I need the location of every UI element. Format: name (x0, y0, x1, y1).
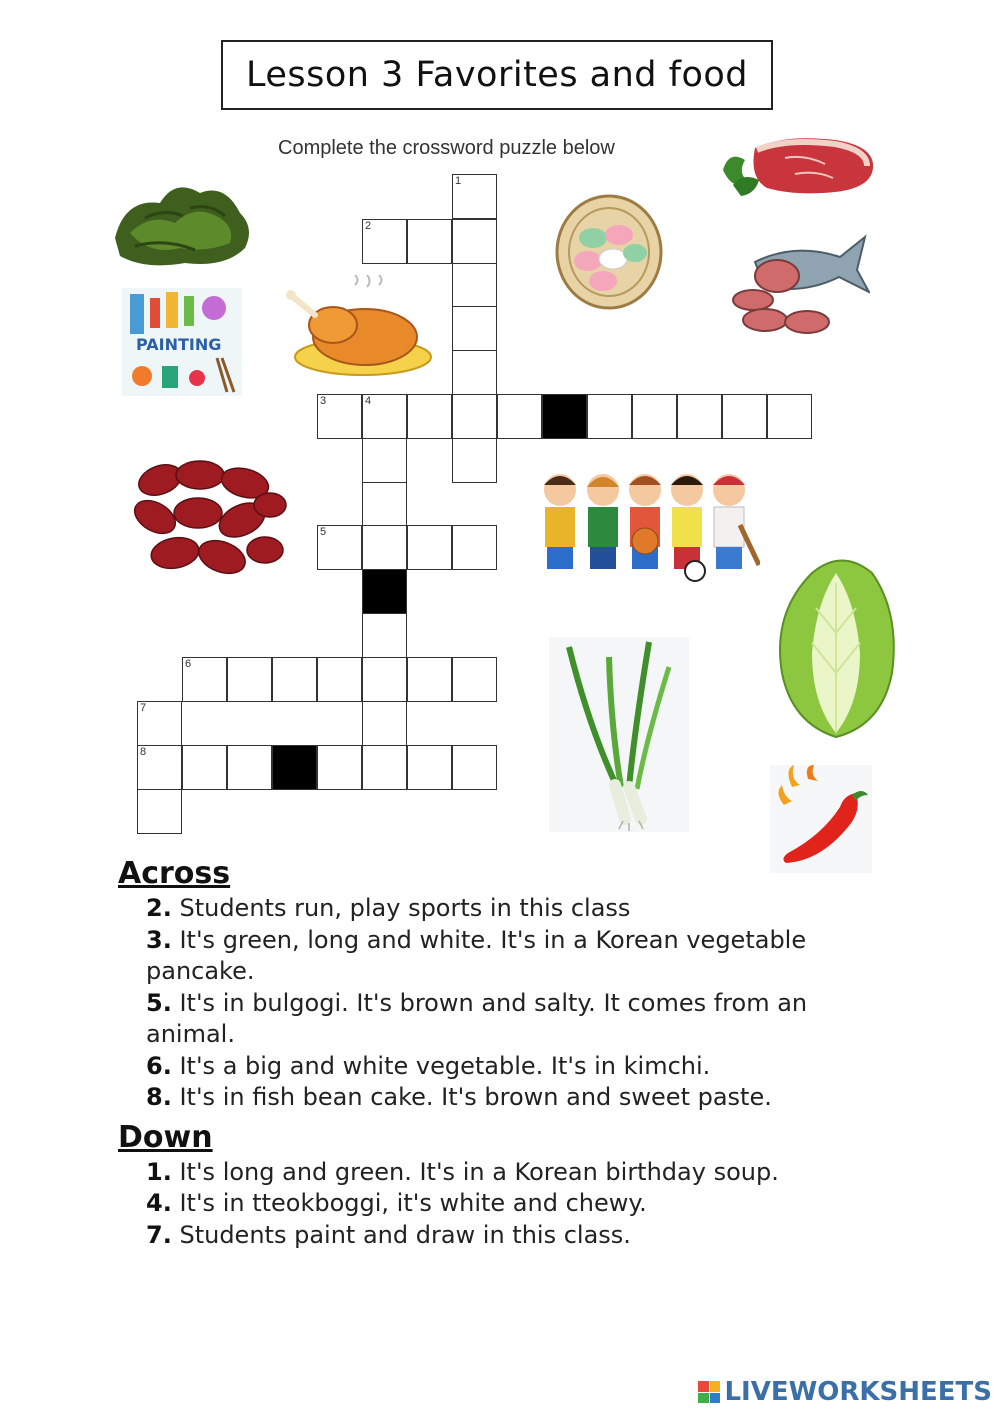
crossword-cell[interactable] (452, 174, 497, 219)
clue-number: 4. (146, 1189, 172, 1217)
crossword-cell[interactable] (677, 394, 722, 439)
clue-number: 6. (146, 1051, 172, 1080)
across-clue (146, 988, 898, 1051)
crossword-cell[interactable] (227, 657, 272, 702)
title-box (221, 40, 773, 110)
crossword-cell[interactable] (407, 219, 452, 264)
across-clue (146, 893, 898, 925)
crossword-cell[interactable] (452, 438, 497, 483)
seaweed-icon (105, 168, 260, 273)
crossword-cell[interactable] (362, 657, 407, 702)
crossword-cell[interactable] (317, 525, 362, 570)
crossword-cell[interactable] (362, 701, 407, 746)
clue-number-label: 1 (455, 175, 462, 187)
crossword-cell[interactable] (632, 394, 677, 439)
across-clue (146, 1082, 898, 1114)
clue-number-label: 6 (185, 658, 192, 670)
crossword-cell[interactable] (272, 657, 317, 702)
across-clue (146, 1051, 898, 1083)
crossword-cell[interactable] (362, 394, 407, 439)
down-clue (146, 1220, 898, 1252)
crossword-blocked-cell (272, 745, 317, 790)
crossword-cell[interactable] (452, 306, 497, 351)
crossword-cell[interactable] (137, 745, 182, 790)
crossword-cell[interactable] (407, 657, 452, 702)
across-clue (146, 925, 898, 988)
roast-chicken-icon (285, 275, 435, 380)
crossword-cell[interactable] (407, 394, 452, 439)
clue-number-label: 2 (365, 220, 372, 232)
clue-text: It's in tteokboggi, it's white and chewy. (179, 1189, 647, 1217)
clue-text: Students paint and draw in this class. (179, 1220, 631, 1249)
down-heading: Down (118, 1119, 213, 1155)
clue-number: 1. (146, 1157, 172, 1186)
crossword-cell[interactable] (407, 745, 452, 790)
crossword-cell[interactable] (362, 438, 407, 483)
instruction-text: Complete the crossword puzzle below (278, 137, 615, 159)
liveworksheets-logo-icon (698, 1381, 720, 1403)
crossword-cell[interactable] (137, 789, 182, 834)
rice-cake-icon (553, 193, 665, 311)
cabbage-icon (772, 553, 900, 741)
crossword-cell[interactable] (182, 745, 227, 790)
crossword-cell[interactable] (452, 350, 497, 395)
fish-icon (725, 232, 870, 340)
clue-number-label: 3 (320, 395, 327, 407)
crossword-cell[interactable] (362, 745, 407, 790)
crossword-cell[interactable] (317, 394, 362, 439)
crossword-blocked-cell (362, 569, 407, 614)
crossword-blocked-cell (542, 394, 587, 439)
green-onion-icon (549, 637, 689, 832)
crossword-cell[interactable] (452, 745, 497, 790)
steak-icon (715, 130, 878, 205)
crossword-cell[interactable] (722, 394, 767, 439)
crossword-cell[interactable] (182, 657, 227, 702)
clue-text: It's in bulgogi. It's brown and salty. It comes from an animal. (146, 988, 808, 1048)
crossword-cell[interactable] (497, 394, 542, 439)
crossword-cell[interactable] (317, 745, 362, 790)
clue-number-label: 4 (365, 395, 372, 407)
painting-icon (122, 288, 242, 396)
down-clue-list (118, 1157, 898, 1252)
across-clue-list (118, 893, 898, 1114)
crossword-cell[interactable] (452, 394, 497, 439)
clue-text: It's a big and white vegetable. It's in kimchi. (179, 1051, 711, 1080)
down-clue (146, 1188, 898, 1220)
clue-number: 3. (146, 925, 172, 954)
clue-number-label: 7 (140, 702, 147, 714)
crossword-cell[interactable] (137, 701, 182, 746)
crossword-cell[interactable] (317, 657, 362, 702)
liveworksheets-brand[interactable] (698, 1377, 992, 1407)
crossword-cell[interactable] (452, 657, 497, 702)
liveworksheets-wordmark: LIVEWORKSHEETS (724, 1377, 992, 1407)
clue-text: Students run, play sports in this class (179, 894, 631, 922)
clues-section (118, 855, 898, 1256)
crossword-cell[interactable] (362, 482, 407, 527)
crossword-cell[interactable] (587, 394, 632, 439)
clue-text: It's long and green. It's in a Korean birthday soup. (179, 1157, 779, 1186)
clue-number: 2. (146, 894, 172, 922)
kids-sports-icon (535, 465, 760, 583)
crossword-cell[interactable] (362, 525, 407, 570)
clue-number-label: 5 (320, 526, 327, 538)
crossword-cell[interactable] (452, 219, 497, 264)
clue-number: 7. (146, 1220, 172, 1249)
clue-text: It's in fish bean cake. It's brown and sweet paste. (179, 1083, 772, 1111)
crossword-cell[interactable] (452, 263, 497, 308)
page-title: Lesson 3 Favorites and food (245, 55, 749, 95)
red-bean-icon (130, 455, 290, 585)
across-heading: Across (118, 856, 231, 891)
clue-number-label: 8 (140, 746, 147, 758)
crossword-cell[interactable] (452, 525, 497, 570)
crossword-cell[interactable] (407, 525, 452, 570)
clue-number: 5. (146, 988, 172, 1017)
crossword-cell[interactable] (362, 219, 407, 264)
svg-text:PAINTING: PAINTING (136, 335, 222, 354)
down-clue (146, 1157, 898, 1189)
crossword-cell[interactable] (362, 613, 407, 658)
clue-text: It's green, long and white. It's in a Korean vegetable pancake. (146, 925, 807, 985)
crossword-cell[interactable] (767, 394, 812, 439)
crossword-cell[interactable] (227, 745, 272, 790)
clue-number: 8. (146, 1083, 172, 1111)
